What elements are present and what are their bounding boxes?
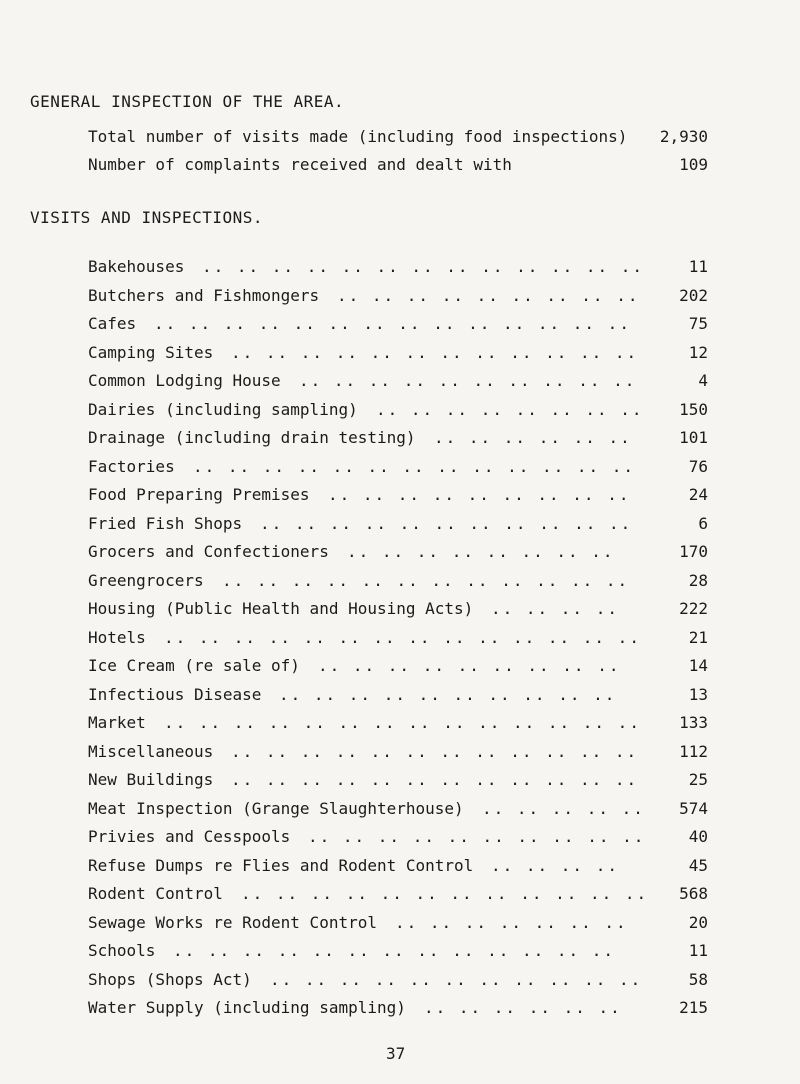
visit-count: 4 [698,371,708,390]
summary-value: 109 [679,155,708,174]
visit-count: 150 [679,400,708,419]
visit-row [88,485,708,513]
visit-label: Privies and Cesspools [88,827,291,846]
visit-label: New Buildings [88,770,214,789]
dot-leader: .. .. .. .. .. .. .. .. .. [328,485,631,504]
visit-label: Ice Cream (re sale of) [88,656,300,675]
dot-leader: .. .. .. .. .. .. .. .. .. .. [308,827,646,846]
visit-row [88,799,708,827]
visit-row [88,941,708,969]
visit-label: Fried Fish Shops [88,514,243,533]
visit-label: Shops (Shops Act) [88,970,252,989]
visit-label: Food Preparing Premises [88,485,310,504]
visit-row [88,457,708,485]
visit-row [88,884,708,912]
visit-count: 202 [679,286,708,305]
visit-count: 101 [679,428,708,447]
dot-leader: .. .. .. .. .. .. .. .. .. .. [299,371,637,390]
visit-row [88,770,708,798]
dot-leader: .. .. .. .. .. .. .. .. .. .. .. [270,970,643,989]
dot-leader: .. .. .. .. .. .. .. .. .. .. .. .. .. [202,257,645,276]
visit-row [88,514,708,542]
visit-label: Meat Inspection (Grange Slaughterhouse) [88,799,464,818]
visit-count: 568 [679,884,708,903]
dot-leader: .. .. .. .. .. .. .. .. .. .. .. .. [222,571,630,590]
dot-leader: .. .. .. .. .. [482,799,645,818]
visit-count: 133 [679,713,708,732]
visit-row [88,913,708,941]
dot-leader: .. .. .. .. [491,599,619,618]
visit-row [88,856,708,884]
visit-row [88,599,708,627]
visit-label: Rodent Control [88,884,223,903]
visit-count: 24 [688,485,708,504]
visit-count: 222 [679,599,708,618]
visit-label: Greengrocers [88,571,204,590]
visits-inspections-heading: VISITS AND INSPECTIONS. [30,208,264,227]
visit-row [88,428,708,456]
visit-label: Butchers and Fishmongers [88,286,320,305]
visit-label: Grocers and Confectioners [88,542,329,561]
visit-row [88,628,708,656]
dot-leader: .. .. .. .. .. .. .. .. .. .. .. .. .. .. [154,314,631,333]
visit-label: Dairies (including sampling) [88,400,358,419]
visit-label: Factories [88,457,175,476]
visit-count: 20 [688,913,708,932]
visit-count: 25 [688,770,708,789]
visit-row [88,685,708,713]
visit-count: 14 [688,656,708,675]
dot-leader: .. .. .. .. .. .. [434,428,632,447]
visit-label: Bakehouses [88,257,185,276]
visit-count: 574 [679,799,708,818]
visit-label: Water Supply (including sampling) [88,998,406,1017]
dot-leader: .. .. .. .. .. .. [424,998,622,1017]
summary-value: 2,930 [659,127,708,146]
dot-leader: .. .. .. .. .. .. .. .. .. [318,656,621,675]
visit-row [88,970,708,998]
summary-row [88,127,708,155]
visit-count: 75 [688,314,708,333]
visit-label: Camping Sites [88,343,214,362]
summary-label: Number of complaints received and dealt with [88,155,512,174]
visit-row [88,713,708,741]
visit-label: Infectious Disease [88,685,262,704]
dot-leader: .. .. .. .. .. .. .. .. .. .. .. .. [231,343,639,362]
visit-label: Miscellaneous [88,742,214,761]
visit-count: 13 [688,685,708,704]
visit-count: 6 [698,514,708,533]
visit-count: 112 [679,742,708,761]
visit-count: 215 [679,998,708,1017]
page-number: 37 [386,1044,406,1063]
visit-count: 40 [688,827,708,846]
dot-leader: .. .. .. .. .. .. .. .. .. .. .. .. .. .. [164,713,641,732]
visit-row [88,400,708,428]
visit-row [88,343,708,371]
dot-leader: .. .. .. .. .. .. .. [395,913,628,932]
visit-label: Housing (Public Health and Housing Acts) [88,599,474,618]
dot-leader: .. .. .. .. .. .. .. .. .. .. .. .. [231,742,639,761]
visit-row [88,314,708,342]
visit-count: 45 [688,856,708,875]
visit-label: Refuse Dumps re Flies and Rodent Control [88,856,474,875]
dot-leader: .. .. .. .. .. .. .. .. .. .. .. [260,514,633,533]
visit-label: Common Lodging House [88,371,281,390]
visit-row [88,742,708,770]
dot-leader: .. .. .. .. .. .. .. .. .. .. .. .. .. [173,941,616,960]
visit-count: 76 [688,457,708,476]
visit-count: 28 [688,571,708,590]
visit-count: 11 [688,257,708,276]
visit-count: 12 [688,343,708,362]
dot-leader: .. .. .. .. [491,856,619,875]
visit-count: 21 [688,628,708,647]
dot-leader: .. .. .. .. .. .. .. .. [347,542,615,561]
visit-row [88,371,708,399]
summary-label: Total number of visits made (including food inspections) [88,127,628,146]
visit-row [88,827,708,855]
visit-count: 11 [688,941,708,960]
visit-row [88,656,708,684]
visit-count: 170 [679,542,708,561]
visit-label: Sewage Works re Rodent Control [88,913,377,932]
visit-label: Drainage (including drain testing) [88,428,416,447]
dot-leader: .. .. .. .. .. .. .. .. .. .. .. .. [241,884,649,903]
visit-row [88,286,708,314]
visit-count: 58 [688,970,708,989]
visit-row [88,998,708,1026]
dot-leader: .. .. .. .. .. .. .. .. .. .. .. .. .. .. [164,628,641,647]
dot-leader: .. .. .. .. .. .. .. .. .. .. [279,685,617,704]
visit-row [88,571,708,599]
visit-label: Hotels [88,628,146,647]
general-inspection-heading: GENERAL INSPECTION OF THE AREA. [30,92,345,111]
dot-leader: .. .. .. .. .. .. .. .. .. .. .. .. .. [193,457,636,476]
visit-label: Schools [88,941,156,960]
visit-label: Cafes [88,314,137,333]
dot-leader: .. .. .. .. .. .. .. .. .. .. .. .. [231,770,639,789]
visit-row [88,542,708,570]
dot-leader: .. .. .. .. .. .. .. .. .. [337,286,640,305]
summary-row [88,155,708,183]
visit-label: Market [88,713,146,732]
visit-row [88,257,708,285]
dot-leader: .. .. .. .. .. .. .. .. [376,400,644,419]
